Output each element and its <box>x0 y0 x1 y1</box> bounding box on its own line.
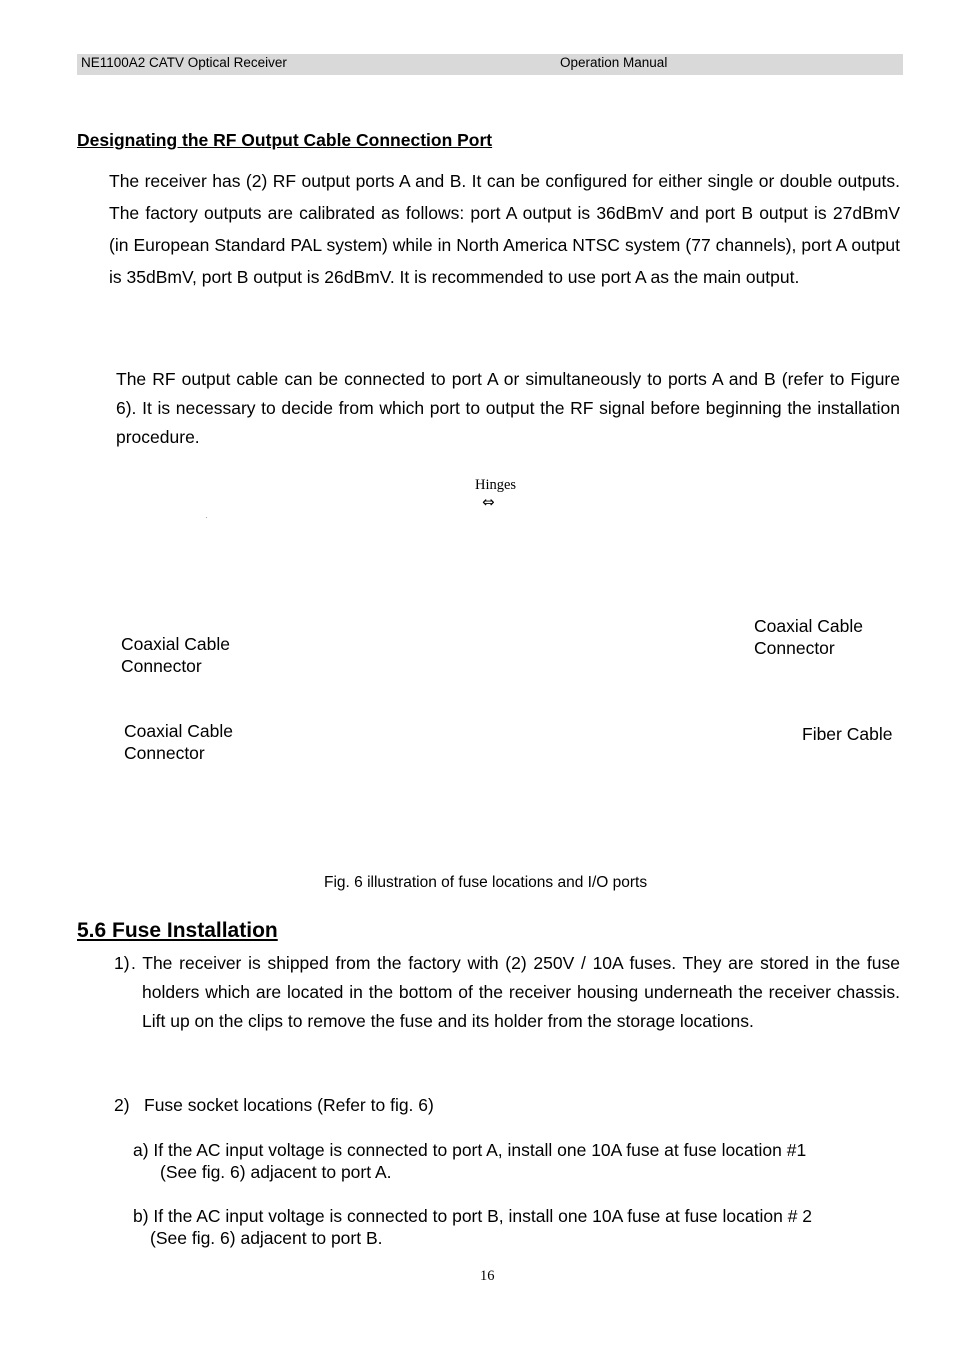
fuse-heading: 5.6 Fuse Installation <box>77 919 278 942</box>
sub-item-b-line2: (See fig. 6) adjacent to port B. <box>150 1228 383 1248</box>
list-item-number-2: 2) <box>114 1095 130 1115</box>
hinges-label: Hinges <box>475 477 517 493</box>
header-title: NE1100A2 CATV Optical Receiver <box>81 55 287 70</box>
figure-caption: Fig. 6 illustration of fuse locations and I/O ports <box>324 874 648 891</box>
section-title: Designating the RF Output Cable Connection Port <box>77 130 493 150</box>
list-item-2 <box>114 1093 434 1117</box>
list-item-text-1: . The receiver is shipped from the factory with (2) 250V / 10A fuses. They are stored in the fuse holders which are located in the bottom of the receiver housing underneath the receiver chassis. Lift up on the clips to remove the fuse and its holder from the storage locations. <box>131 953 900 1031</box>
fiber-cable-label: Fiber Cable <box>802 724 893 744</box>
header-manual-label: Operation Manual <box>560 55 668 70</box>
cable-paragraph: The RF output cable can be connected to port A or simultaneously to ports A and B (refer to Figure 6). It is necessary to decide from which port to output the RF signal before beginning the installation procedure. <box>116 369 900 447</box>
coaxial-connector-label-2: Coaxial Cable Connector <box>754 616 863 658</box>
page-number: 16 <box>480 1268 495 1284</box>
coaxial-connector-label-3: Coaxial Cable Connector <box>124 721 233 763</box>
sub-item-a-line2: (See fig. 6) adjacent to port A. <box>160 1162 392 1182</box>
sub-item-a-line1: a) If the AC input voltage is connected to port A, install one 10A fuse at fuse location #1 <box>133 1140 807 1160</box>
list-item-text-2: Fuse socket locations (Refer to fig. 6) <box>144 1095 434 1115</box>
tick-mark: · <box>205 513 208 522</box>
list-item-number-1: 1) <box>114 953 130 973</box>
intro-paragraph: The receiver has (2) RF output ports A and B. It can be configured for either single or double outputs. The factory outputs are calibrated as follows: port A output is 36dBmV and port B output is 27dBmV (in European Standard PAL system) while in North America NTSC system (77 channels), port A output is 35dBmV, port B output is 26dBmV. It is recommended to use port A as the main output. <box>109 171 900 287</box>
sub-item-b-line1: b) If the AC input voltage is connected to port B, install one 10A fuse at fuse location # 2 <box>133 1206 813 1226</box>
double-arrow-icon: ⇔ <box>482 493 495 511</box>
coaxial-connector-label-1: Coaxial Cable Connector <box>121 634 230 676</box>
